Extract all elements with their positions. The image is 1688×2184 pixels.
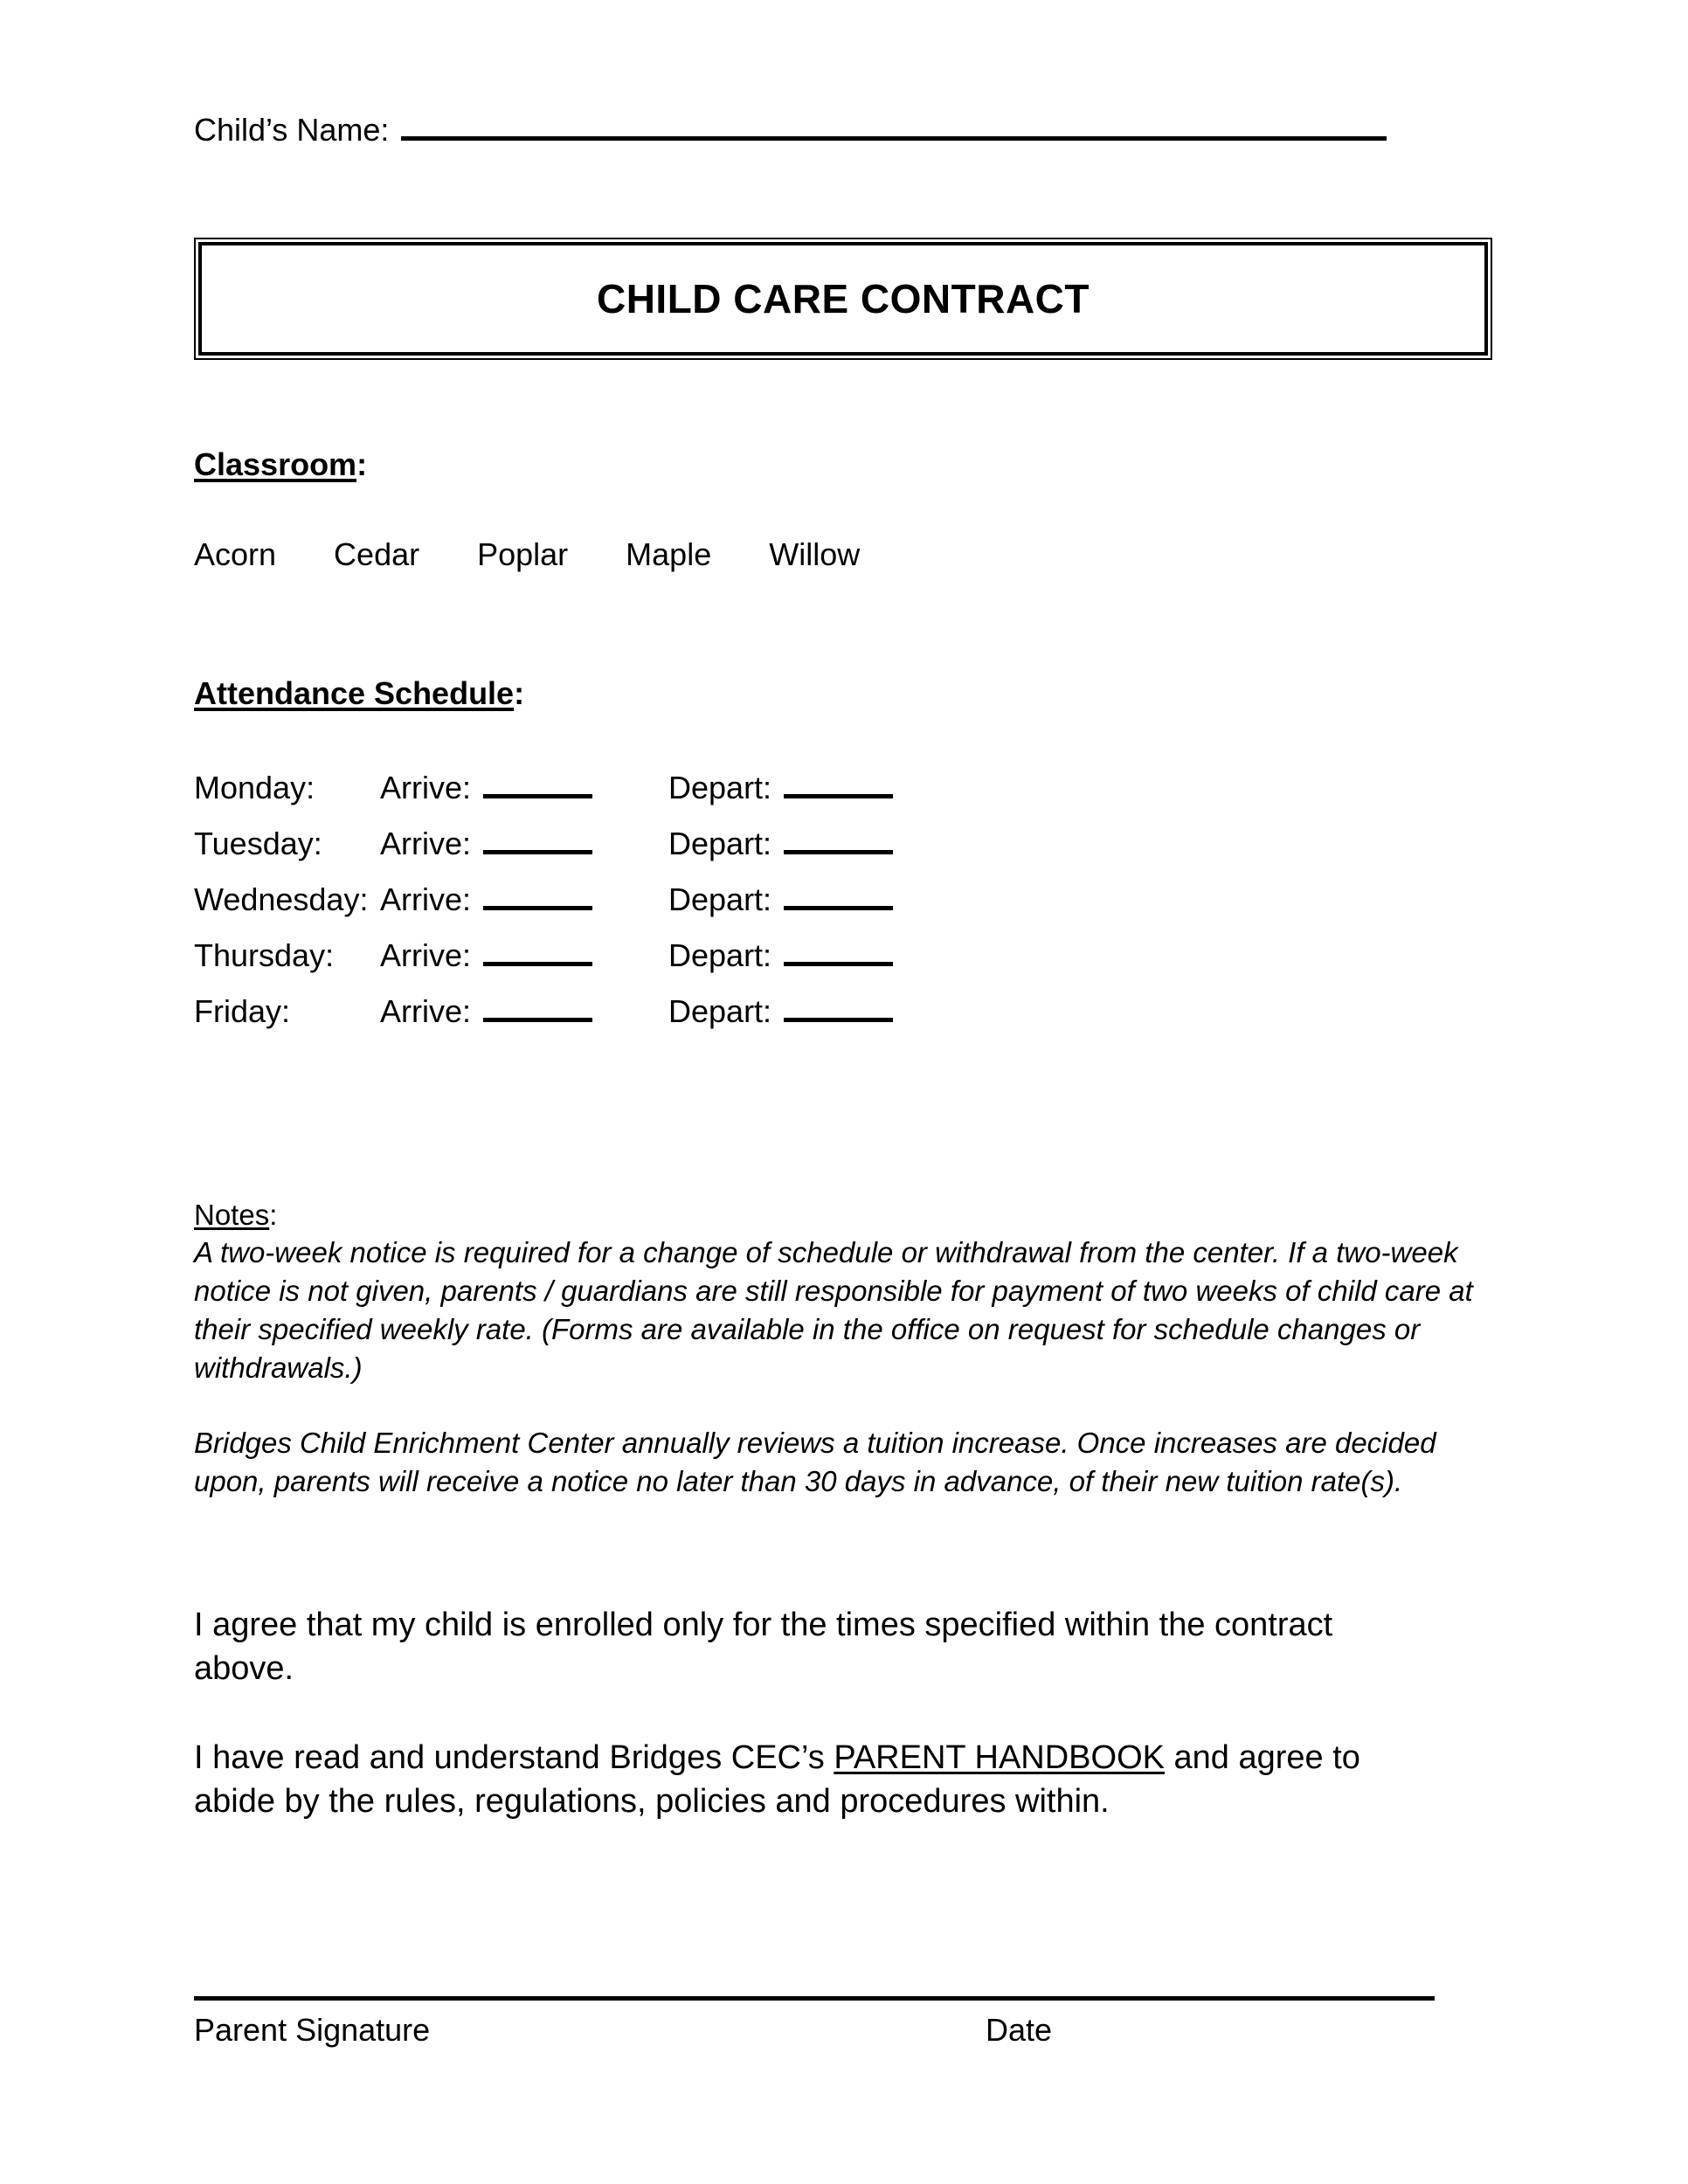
notes-label-colon: :: [269, 1199, 278, 1231]
schedule-day-label: Thursday:: [194, 937, 335, 973]
notes-paragraph-1: A two-week notice is required for a change of schedule or withdrawal from the center. If a two-week notice is not given, parents / guardians are still responsible for payment of two weeks of child care at their specified weekly rate. (Forms are available in the office on request for schedule changes or withdrawals.): [194, 1236, 1473, 1384]
schedule-arrive-field: [380, 992, 668, 1031]
arrive-input-friday[interactable]: [483, 993, 592, 1022]
notes-label-text: Notes: [194, 1199, 270, 1231]
schedule-depart-field: [668, 769, 893, 807]
depart-input-friday[interactable]: [784, 993, 893, 1022]
schedule-day-label: Tuesday:: [194, 826, 322, 861]
attendance-schedule-heading-colon: :: [514, 675, 525, 711]
schedule-row-monday: [194, 769, 1068, 825]
contract-title-box-inner: [198, 242, 1488, 356]
schedule-depart-field: [668, 825, 893, 863]
notes-block: [194, 1197, 1484, 1501]
parent-handbook-link[interactable]: PARENT HANDBOOK: [834, 1739, 1165, 1776]
agreement-paragraph-2: [194, 1736, 1435, 1823]
schedule-row-tuesday: [194, 825, 1068, 881]
schedule-day-label: Monday:: [194, 770, 315, 805]
classroom-heading: [194, 446, 367, 484]
arrive-label: Arrive:: [380, 770, 472, 805]
schedule-depart-field: [668, 881, 893, 919]
child-name-row: [194, 110, 1461, 149]
schedule-arrive-field: [380, 936, 668, 975]
schedule-row-wednesday: [194, 881, 1068, 936]
depart-label: Depart:: [668, 993, 772, 1029]
classroom-heading-text: Classroom: [194, 446, 357, 482]
notes-label: [194, 1197, 1484, 1234]
classroom-option-willow[interactable]: Willow: [769, 536, 861, 572]
classroom-heading-colon: :: [356, 446, 368, 482]
attendance-schedule-heading-text: Attendance Schedule: [194, 675, 515, 711]
arrive-input-tuesday[interactable]: [483, 826, 592, 854]
depart-label: Depart:: [668, 770, 772, 805]
agreement-block: [194, 1603, 1435, 1823]
schedule-arrive-field: [380, 769, 668, 807]
child-name-label: Child’s Name:: [194, 112, 390, 148]
schedule-row-friday: [194, 992, 1068, 1048]
parent-signature-label: Parent Signature: [194, 2012, 431, 2048]
classroom-option-poplar[interactable]: Poplar: [477, 536, 569, 572]
schedule-depart-field: [668, 936, 893, 975]
schedule-arrive-field: [380, 825, 668, 863]
contract-title-box: [194, 238, 1492, 360]
signature-rule[interactable]: [194, 1996, 1435, 2001]
arrive-input-thursday[interactable]: [483, 937, 592, 966]
depart-label: Depart:: [668, 826, 772, 861]
page-title: CHILD CARE CONTRACT: [596, 276, 1090, 321]
classroom-option-acorn[interactable]: Acorn: [194, 536, 277, 572]
classroom-option-cedar[interactable]: Cedar: [334, 536, 420, 572]
agreement-paragraph-1: I agree that my child is enrolled only for the times specified within the contract above.: [194, 1607, 1333, 1687]
schedule-day-label: Friday:: [194, 993, 291, 1029]
attendance-schedule-heading: [194, 674, 524, 713]
depart-label: Depart:: [668, 937, 772, 973]
depart-input-thursday[interactable]: [784, 937, 893, 966]
arrive-label: Arrive:: [380, 826, 472, 861]
agreement-paragraph-2-before: I have read and understand Bridges CEC’s: [194, 1739, 834, 1776]
depart-label: Depart:: [668, 881, 772, 917]
depart-input-tuesday[interactable]: [784, 826, 893, 854]
arrive-input-monday[interactable]: [483, 770, 592, 798]
schedule-day-label: Wednesday:: [194, 881, 369, 917]
notes-paragraph-2: Bridges Child Enrichment Center annually reviews a tuition increase. Once increases are decided upon, parents will receive a notice no later than 30 days in advance, of their new tuition rate(s).: [194, 1427, 1436, 1497]
arrive-input-wednesday[interactable]: [483, 881, 592, 910]
agreement-paragraph-2-after: and agree to abide by the rules, regulations, policies and procedures within.: [194, 1739, 1360, 1820]
schedule-depart-field: [668, 992, 893, 1031]
depart-input-monday[interactable]: [784, 770, 893, 798]
arrive-label: Arrive:: [380, 993, 472, 1029]
schedule-arrive-field: [380, 881, 668, 919]
classroom-options: [194, 536, 860, 574]
arrive-label: Arrive:: [380, 937, 472, 973]
attendance-schedule-table: [194, 769, 1068, 1048]
child-name-input[interactable]: [401, 110, 1387, 141]
depart-input-wednesday[interactable]: [784, 881, 893, 910]
classroom-option-maple[interactable]: Maple: [626, 536, 712, 572]
schedule-row-thursday: [194, 936, 1068, 992]
date-label: Date: [986, 2012, 1053, 2048]
arrive-label: Arrive:: [380, 881, 472, 917]
